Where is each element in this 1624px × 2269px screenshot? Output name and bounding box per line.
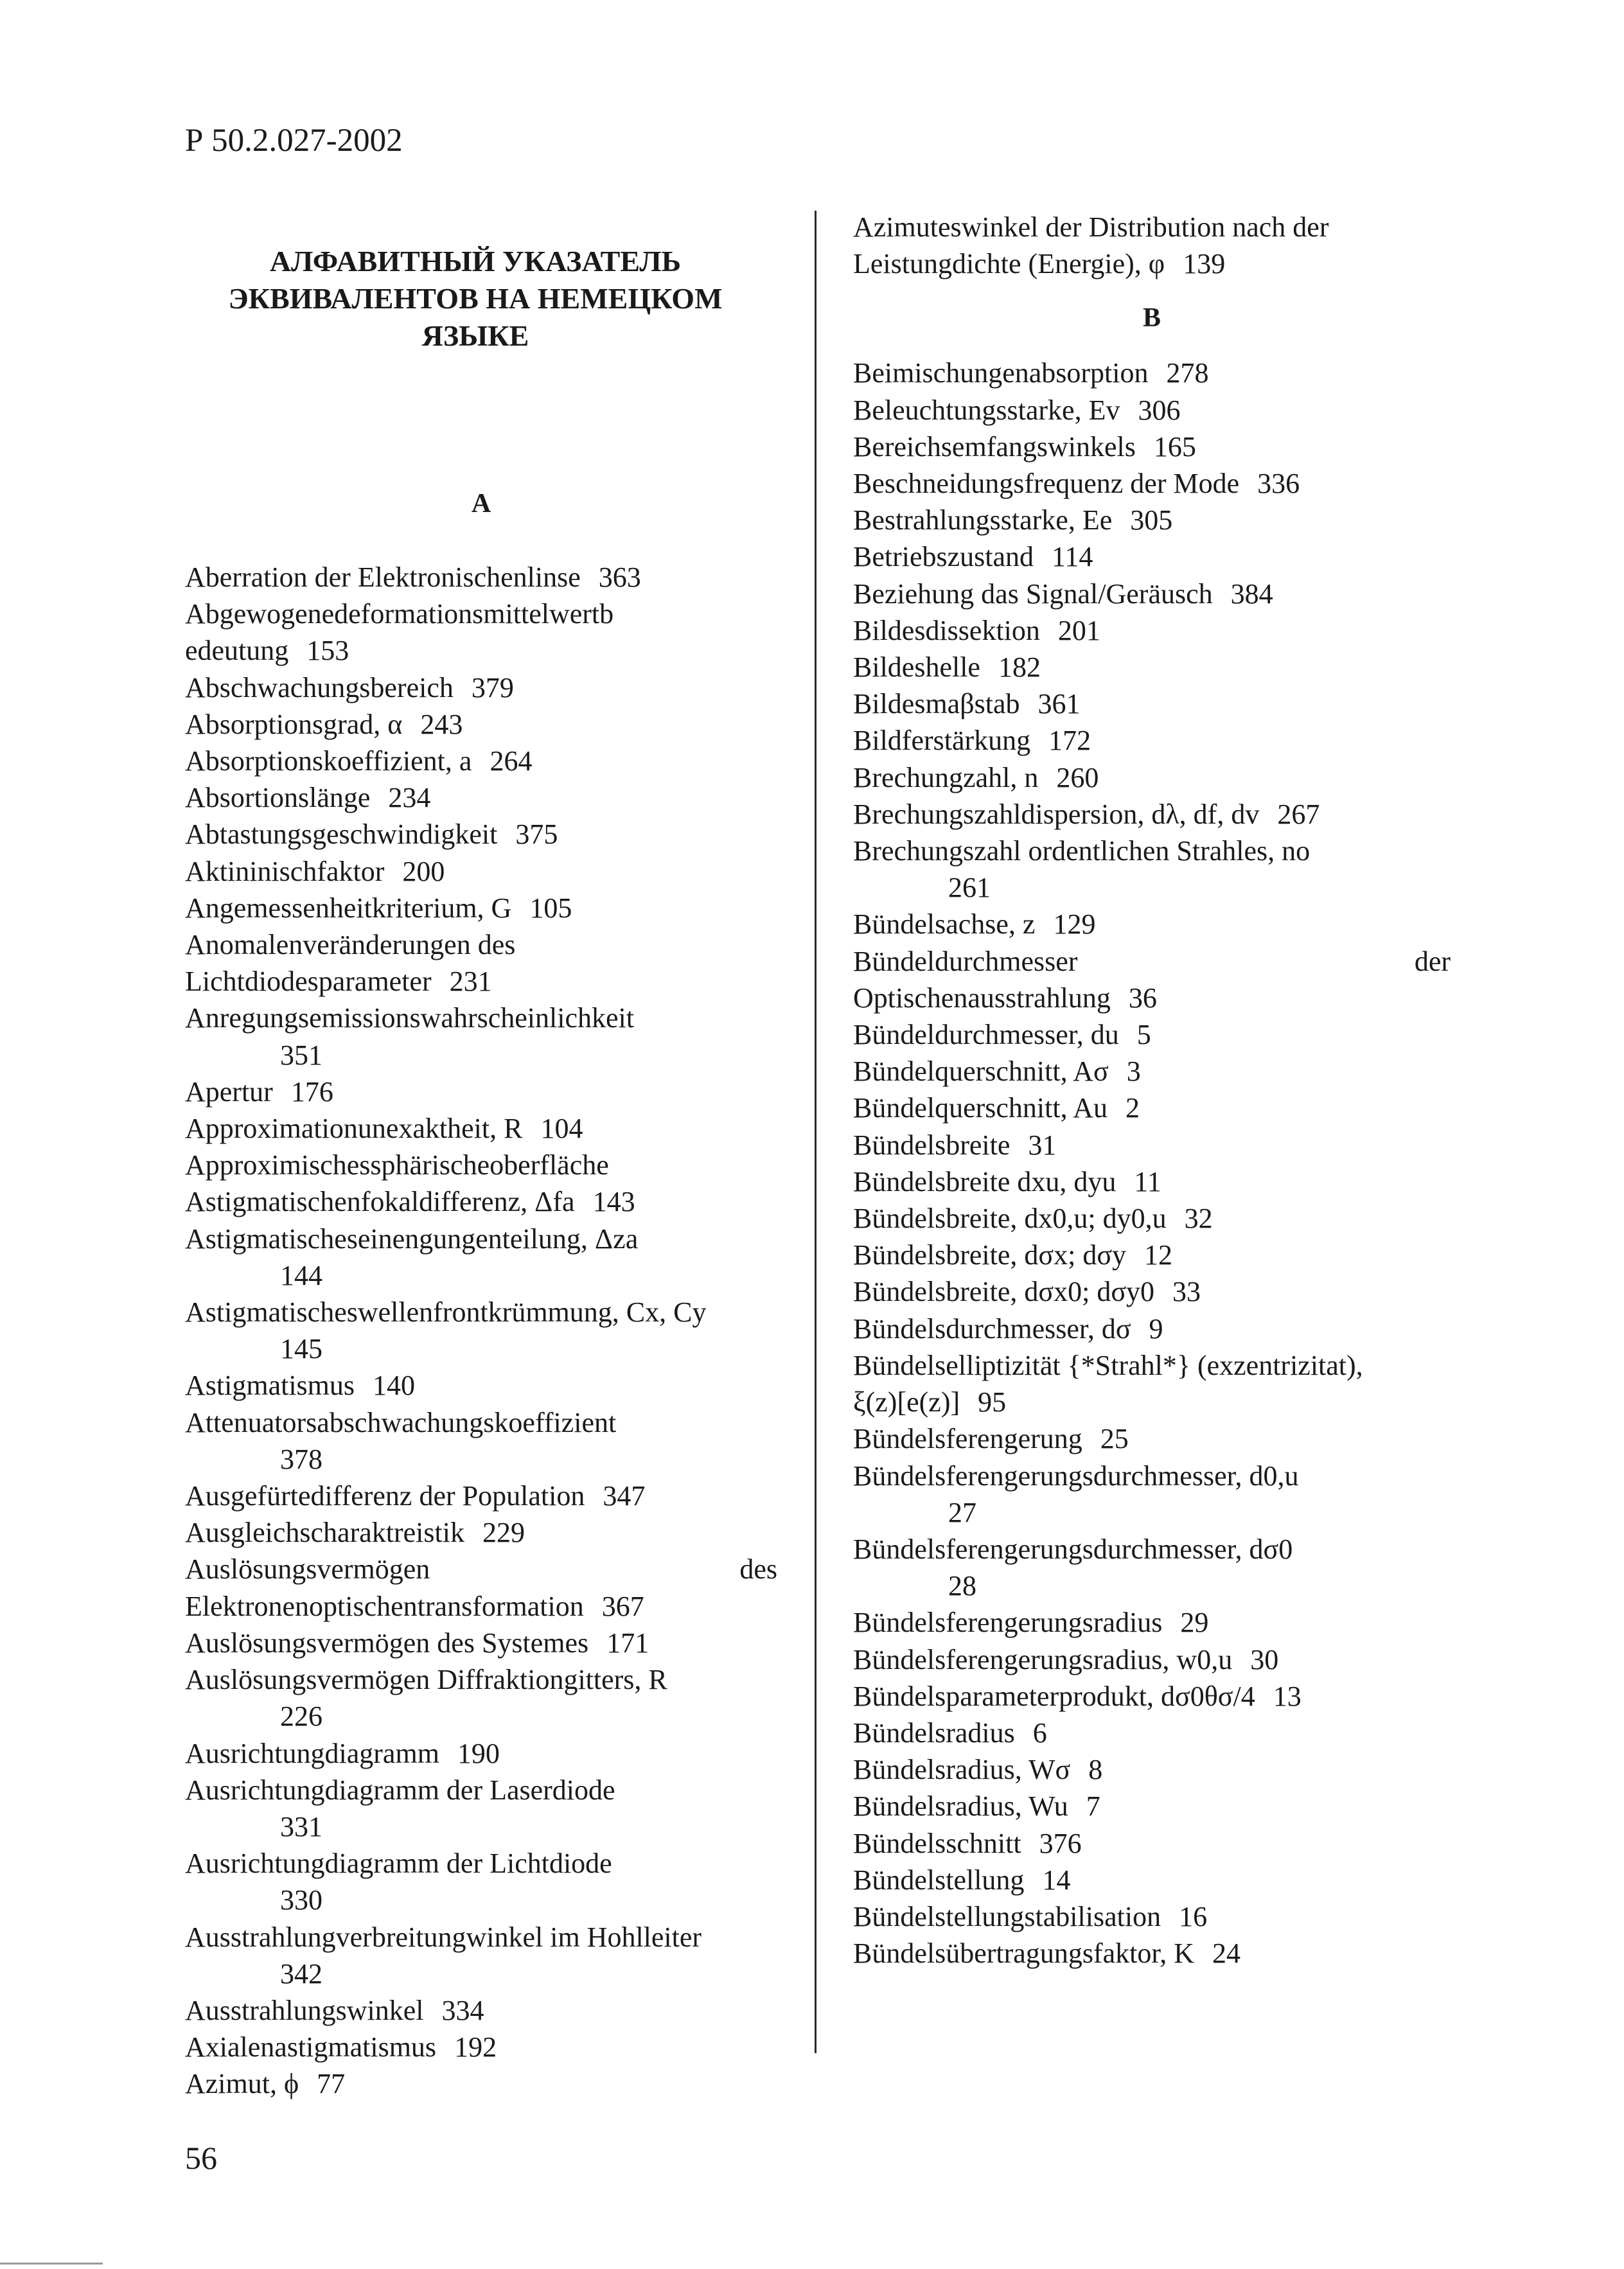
entry-term: Abgewogenedeformationsmittelwertb bbox=[185, 598, 614, 630]
index-title bbox=[193, 243, 758, 355]
entry-term: Absorptionsgrad, α bbox=[185, 708, 403, 740]
index-entry bbox=[185, 1404, 777, 1441]
entry-term: Azimuteswinkel der Distribution nach der bbox=[853, 211, 1329, 243]
entry-term: Auslösungsvermögen Diffraktiongitters, R bbox=[185, 1664, 667, 1696]
entry-term: Bildferstärkung bbox=[853, 725, 1031, 757]
entry-page-ref: 278 bbox=[1166, 357, 1209, 389]
entry-page-ref: 172 bbox=[1048, 725, 1091, 757]
entry-page-ref: 36 bbox=[1128, 982, 1157, 1014]
index-entry bbox=[185, 816, 777, 852]
entry-term: Bündelsferengerungsdurchmesser, dσ0 bbox=[853, 1533, 1293, 1565]
index-entry bbox=[853, 612, 1451, 649]
index-entry bbox=[853, 796, 1451, 833]
index-entry bbox=[185, 1551, 777, 1587]
entry-page-ref: 375 bbox=[515, 818, 558, 851]
entry-term: Ausrichtungdiagramm der Laserdiode bbox=[185, 1774, 615, 1806]
index-entry bbox=[853, 245, 1451, 282]
index-entry bbox=[853, 1604, 1451, 1641]
index-entry bbox=[185, 1588, 777, 1625]
entry-page-ref: 114 bbox=[1052, 541, 1093, 573]
entry-term: Bündelsbreite, dσx0; dσy0 bbox=[853, 1276, 1155, 1308]
entry-term-tail: der bbox=[1414, 945, 1451, 977]
entry-page-ref: 30 bbox=[1250, 1643, 1279, 1675]
entry-term: Bestrahlungsstarke, Ee bbox=[853, 504, 1113, 536]
entry-term: Beziehung das Signal/Geräusch bbox=[853, 578, 1213, 610]
entry-page-ref: 11 bbox=[1134, 1165, 1161, 1197]
index-entry bbox=[185, 890, 777, 926]
entry-page-ref: 32 bbox=[1184, 1203, 1213, 1235]
entry-page-ref: 16 bbox=[1179, 1900, 1208, 1932]
entry-page-ref: 165 bbox=[1153, 430, 1196, 463]
entry-term: Abschwachungsbereich bbox=[185, 671, 454, 703]
entry-term: Bündeldurchmesser bbox=[853, 945, 1078, 977]
entry-term: Elektronenoptischentransformation bbox=[185, 1590, 584, 1622]
entry-page-ref: 305 bbox=[1130, 504, 1173, 536]
entry-page-ref: 267 bbox=[1277, 798, 1320, 830]
entry-page-ref: 376 bbox=[1039, 1827, 1082, 1859]
entry-page-ref: 363 bbox=[598, 561, 641, 593]
section-gap bbox=[185, 522, 777, 559]
entry-term: Bündelsferengerungsdurchmesser, d0,u bbox=[853, 1460, 1299, 1492]
index-entry bbox=[853, 1678, 1451, 1715]
entry-page-ref: 192 bbox=[454, 2031, 497, 2063]
index-entry bbox=[853, 906, 1451, 942]
index-entry bbox=[185, 1772, 777, 1808]
index-entry bbox=[853, 1311, 1451, 1347]
index-list-b bbox=[853, 355, 1451, 1972]
entry-term: Bündelsferengerungsradius bbox=[853, 1607, 1163, 1639]
entry-page-ref: 105 bbox=[529, 892, 572, 924]
entry-page-ref: 6 bbox=[1032, 1717, 1047, 1749]
document-code: Р 50.2.027-2002 bbox=[185, 123, 403, 159]
entry-page-ref: 95 bbox=[978, 1386, 1007, 1418]
index-entry bbox=[853, 1567, 1451, 1604]
entry-term: Bündelsradius, Wσ bbox=[853, 1754, 1071, 1786]
entry-page-ref: 342 bbox=[280, 1957, 322, 1990]
index-entry bbox=[853, 428, 1451, 465]
entry-page-ref: 190 bbox=[457, 1737, 500, 1769]
entry-term: Ausrichtungdiagramm bbox=[185, 1737, 439, 1769]
entry-page-ref: 334 bbox=[441, 1994, 484, 2026]
footer-rule bbox=[0, 2263, 103, 2265]
entry-page-ref: 231 bbox=[449, 966, 492, 998]
index-entry bbox=[185, 2029, 777, 2065]
entry-term: Bündelstellungstabilisation bbox=[853, 1900, 1161, 1932]
index-entry bbox=[185, 1882, 777, 1918]
entry-page-ref: 104 bbox=[540, 1113, 583, 1145]
index-entry bbox=[853, 1273, 1451, 1310]
entry-term: Bündelstellung bbox=[853, 1864, 1025, 1896]
entry-term: Attenuatorsabschwachungskoeffizient bbox=[185, 1406, 617, 1438]
entry-term: Anregungsemissionswahrscheinlichkeit bbox=[185, 1002, 634, 1034]
entry-term: Astigmatischenfokaldifferenz, Δfa bbox=[185, 1186, 575, 1218]
index-entry bbox=[853, 1016, 1451, 1053]
index-entry bbox=[853, 1090, 1451, 1126]
index-entry bbox=[853, 1788, 1451, 1824]
right-column bbox=[853, 209, 1451, 1972]
entry-term: Beleuchtungsstarke, Ev bbox=[853, 394, 1120, 426]
index-entry bbox=[853, 1825, 1451, 1862]
entry-page-ref: 379 bbox=[471, 671, 514, 703]
index-entry bbox=[185, 1956, 777, 1992]
index-entry bbox=[185, 1514, 777, 1551]
index-entry bbox=[853, 649, 1451, 685]
entry-term: Bündelsradius, Wu bbox=[853, 1790, 1068, 1823]
entry-term: Auslösungsvermögen des Systemes bbox=[185, 1627, 589, 1659]
entry-page-ref: 153 bbox=[306, 635, 349, 667]
entry-page-ref: 9 bbox=[1149, 1312, 1163, 1345]
entry-term: Astigmatismus bbox=[185, 1370, 355, 1402]
index-entry bbox=[853, 538, 1451, 575]
entry-page-ref: 77 bbox=[317, 2068, 346, 2100]
entry-term: Ausgleichscharaktreistik bbox=[185, 1517, 464, 1549]
entry-term: Bündelsparameterprodukt, dσ0θσ/4 bbox=[853, 1680, 1255, 1712]
index-entry bbox=[185, 1845, 777, 1882]
index-entry bbox=[853, 1237, 1451, 1273]
entry-term: Bereichsemfangswinkels bbox=[853, 430, 1136, 463]
title-line: АЛФАВИТНЫЙ УКАЗАТЕЛЬ bbox=[269, 245, 682, 278]
index-entry bbox=[185, 1661, 777, 1698]
entry-page-ref: 351 bbox=[280, 1039, 322, 1071]
index-entry bbox=[185, 1294, 777, 1330]
entry-page-ref: 129 bbox=[1053, 908, 1096, 940]
index-entry bbox=[185, 1919, 777, 1956]
entry-term: Bündelsbreite dxu, dyu bbox=[853, 1165, 1116, 1197]
entry-page-ref: 29 bbox=[1180, 1607, 1209, 1639]
entry-term: Leistungdichte (Energie), φ bbox=[853, 248, 1165, 280]
entry-page-ref: 234 bbox=[388, 782, 431, 814]
index-entry bbox=[185, 743, 777, 779]
index-entry bbox=[853, 465, 1451, 502]
entry-term: Astigmatischeseinengungenteilung, Δza bbox=[185, 1223, 639, 1255]
entry-page-ref: 27 bbox=[948, 1496, 976, 1528]
entry-term: Auslösungsvermögen bbox=[185, 1553, 430, 1585]
entry-term: Aktininischfaktor bbox=[185, 855, 385, 887]
entry-term: Bündelsübertragungsfaktor, K bbox=[853, 1938, 1195, 1970]
entry-term: Ausgefürtedifferenz der Population bbox=[185, 1480, 585, 1512]
index-entry bbox=[853, 502, 1451, 538]
entry-term: Bündelsferengerungsradius, w0,u bbox=[853, 1643, 1233, 1675]
entry-term: edeutung bbox=[185, 635, 289, 667]
entry-page-ref: 24 bbox=[1212, 1938, 1241, 1970]
entry-page-ref: 367 bbox=[601, 1590, 644, 1622]
entry-page-ref: 182 bbox=[998, 651, 1041, 684]
entry-term: Brechungzahl, n bbox=[853, 761, 1039, 793]
entry-page-ref: 378 bbox=[280, 1443, 322, 1475]
entry-term: Bildesdissektion bbox=[853, 614, 1040, 646]
index-entry bbox=[185, 779, 777, 816]
index-list-a-continued bbox=[853, 209, 1451, 282]
entry-term: Approximischessphärischeoberfläche bbox=[185, 1149, 609, 1181]
entry-page-ref: 28 bbox=[948, 1570, 976, 1602]
entry-page-ref: 201 bbox=[1057, 614, 1100, 646]
index-entry bbox=[853, 1458, 1451, 1494]
entry-term: Lichtdiodesparameter bbox=[185, 966, 432, 998]
index-entry bbox=[185, 559, 777, 596]
index-entry bbox=[853, 1053, 1451, 1090]
entry-page-ref: 3 bbox=[1126, 1055, 1141, 1088]
entry-page-ref: 176 bbox=[290, 1075, 333, 1108]
index-entry bbox=[853, 576, 1451, 612]
index-entry bbox=[185, 596, 777, 632]
entry-page-ref: 330 bbox=[280, 1884, 322, 1916]
entry-term: Ausstrahlungverbreitungwinkel im Hohlleiter bbox=[185, 1921, 702, 1953]
entry-page-ref: 143 bbox=[592, 1186, 635, 1218]
entry-page-ref: 145 bbox=[280, 1333, 322, 1365]
index-entry bbox=[853, 685, 1451, 722]
entry-term: Bündelsachse, z bbox=[853, 908, 1036, 940]
entry-page-ref: 361 bbox=[1037, 688, 1081, 720]
entry-term: Bildesmaβstab bbox=[853, 688, 1020, 720]
entry-page-ref: 384 bbox=[1230, 578, 1273, 610]
entry-page-ref: 7 bbox=[1086, 1790, 1100, 1823]
index-entry bbox=[185, 1330, 777, 1367]
entry-term: Astigmatischeswellenfrontkrümmung, Cx, Cy bbox=[185, 1296, 707, 1329]
section-letter-a: A bbox=[471, 489, 491, 518]
entry-term: Angemessenheitkriterium, G bbox=[185, 892, 512, 924]
entry-page-ref: 25 bbox=[1100, 1423, 1129, 1455]
index-entry bbox=[853, 869, 1451, 906]
entry-term: Optischenausstrahlung bbox=[853, 982, 1111, 1014]
index-entry bbox=[185, 1073, 777, 1110]
index-entry bbox=[853, 392, 1451, 428]
index-entry bbox=[185, 1808, 777, 1845]
index-entry bbox=[853, 355, 1451, 391]
entry-page-ref: 140 bbox=[373, 1370, 416, 1402]
entry-term: ξ(z)[e(z)] bbox=[853, 1386, 960, 1418]
entry-term: Bildeshelle bbox=[853, 651, 980, 684]
entry-page-ref: 347 bbox=[603, 1480, 646, 1512]
index-entry bbox=[185, 1478, 777, 1514]
entry-page-ref: 33 bbox=[1172, 1276, 1201, 1308]
entry-term: Absorptionskoeffizient, a bbox=[185, 745, 472, 777]
index-entry bbox=[185, 963, 777, 1000]
entry-page-ref: 243 bbox=[420, 708, 463, 740]
entry-page-ref: 200 bbox=[402, 855, 445, 887]
entry-page-ref: 264 bbox=[490, 745, 533, 777]
entry-term: Abtastungsgeschwindigkeit bbox=[185, 818, 498, 851]
entry-term: Azimut, ϕ bbox=[185, 2068, 299, 2100]
entry-term: Aberration der Elektronischenlinse bbox=[185, 561, 581, 593]
index-entry bbox=[185, 1183, 777, 1220]
index-entry bbox=[185, 1992, 777, 2029]
entry-term: Brechungszahldispersion, dλ, df, dv bbox=[853, 798, 1260, 830]
entry-page-ref: 5 bbox=[1136, 1019, 1151, 1051]
index-entry bbox=[185, 853, 777, 890]
index-entry bbox=[853, 943, 1451, 980]
entry-term: Bündelselliptizität {*Strahl*} (exzentrizitat), bbox=[853, 1349, 1363, 1381]
entry-term: Apertur bbox=[185, 1075, 273, 1108]
entry-term: Beschneidungsfrequenz der Mode bbox=[853, 468, 1240, 500]
entry-term: Bündelsschnitt bbox=[853, 1827, 1021, 1859]
index-entry bbox=[185, 1698, 777, 1735]
index-entry bbox=[853, 1862, 1451, 1898]
entry-term: Ausstrahlungswinkel bbox=[185, 1994, 424, 2026]
entry-page-ref: 260 bbox=[1056, 761, 1099, 793]
column-divider bbox=[815, 211, 816, 2053]
entry-term: Bündelquerschnitt, Aσ bbox=[853, 1055, 1109, 1088]
entry-term: Bündelsferengerung bbox=[853, 1423, 1082, 1455]
entry-term: Bündelsbreite, dσx; dσy bbox=[853, 1239, 1127, 1271]
entry-page-ref: 229 bbox=[482, 1517, 525, 1549]
index-entry bbox=[853, 1494, 1451, 1531]
index-entry bbox=[853, 1531, 1451, 1567]
index-entry bbox=[853, 1420, 1451, 1457]
entry-term: Bündeldurchmesser, du bbox=[853, 1019, 1119, 1051]
index-entry bbox=[185, 1257, 777, 1294]
index-entry bbox=[185, 1367, 777, 1404]
entry-page-ref: 12 bbox=[1144, 1239, 1173, 1271]
title-line: ЭКВИВАЛЕНТОВ НА НЕМЕЦКОМ bbox=[228, 282, 723, 315]
entry-term: Bündelsbreite bbox=[853, 1129, 1011, 1161]
index-entry bbox=[853, 209, 1451, 245]
entry-term: Bündelsbreite, dx0,u; dy0,u bbox=[853, 1203, 1167, 1235]
entry-term: Ausrichtungdiagramm der Lichtdiode bbox=[185, 1848, 612, 1880]
index-list-a bbox=[185, 559, 777, 2103]
index-entry bbox=[185, 1625, 777, 1661]
entry-page-ref: 31 bbox=[1028, 1129, 1057, 1161]
index-entry bbox=[853, 833, 1451, 869]
index-entry bbox=[185, 1037, 777, 1073]
index-entry bbox=[185, 632, 777, 669]
index-entry bbox=[853, 1898, 1451, 1935]
entry-page-ref: 144 bbox=[280, 1259, 322, 1291]
entry-term: Bündelquerschnitt, Au bbox=[853, 1092, 1108, 1124]
section-letter-b: B bbox=[1142, 303, 1161, 333]
index-entry bbox=[853, 1935, 1451, 1972]
index-entry bbox=[853, 722, 1451, 759]
index-entry bbox=[853, 1200, 1451, 1237]
index-entry bbox=[185, 1221, 777, 1257]
entry-page-ref: 14 bbox=[1042, 1864, 1071, 1896]
entry-term: Bündelsradius bbox=[853, 1717, 1015, 1749]
left-column bbox=[185, 486, 777, 2103]
entry-term: Absortionslänge bbox=[185, 782, 371, 814]
index-entry bbox=[185, 1110, 777, 1147]
entry-page-ref: 336 bbox=[1257, 468, 1300, 500]
entry-term: Approximationunexaktheit, R bbox=[185, 1113, 523, 1145]
entry-term-tail: des bbox=[739, 1553, 777, 1585]
entry-page-ref: 171 bbox=[606, 1627, 649, 1659]
entry-term: Axialenastigmatismus bbox=[185, 2031, 437, 2063]
entry-page-ref: 8 bbox=[1088, 1754, 1103, 1786]
entry-page-ref: 13 bbox=[1273, 1680, 1302, 1712]
index-entry bbox=[185, 1147, 777, 1183]
index-entry bbox=[853, 1347, 1451, 1384]
index-entry bbox=[185, 2065, 777, 2102]
entry-page-ref: 2 bbox=[1125, 1092, 1140, 1124]
entry-term: Betriebszustand bbox=[853, 541, 1034, 573]
index-entry bbox=[853, 1127, 1451, 1163]
title-line: ЯЗЫКЕ bbox=[421, 319, 529, 352]
index-entry bbox=[853, 1163, 1451, 1200]
index-entry bbox=[185, 1441, 777, 1478]
index-entry bbox=[853, 759, 1451, 796]
index-entry bbox=[853, 1641, 1451, 1678]
entry-page-ref: 331 bbox=[280, 1810, 322, 1842]
index-entry bbox=[853, 1384, 1451, 1420]
index-entry bbox=[185, 1735, 777, 1772]
index-entry bbox=[853, 980, 1451, 1016]
entry-page-ref: 306 bbox=[1138, 394, 1181, 426]
entry-term: Beimischungenabsorption bbox=[853, 357, 1149, 389]
page-number: 56 bbox=[185, 2140, 217, 2176]
entry-page-ref: 226 bbox=[280, 1700, 322, 1733]
index-entry bbox=[185, 706, 777, 743]
index-entry bbox=[185, 669, 777, 706]
entry-page-ref: 261 bbox=[948, 872, 991, 904]
index-entry bbox=[853, 1715, 1451, 1751]
index-entry bbox=[185, 1000, 777, 1036]
entry-page-ref: 139 bbox=[1183, 248, 1226, 280]
entry-term: Bündelsdurchmesser, dσ bbox=[853, 1312, 1131, 1345]
entry-term: Brechungszahl ordentlichen Strahles, no bbox=[853, 835, 1311, 867]
entry-term: Anomalenveränderungen des bbox=[185, 929, 516, 961]
index-entry bbox=[185, 926, 777, 963]
index-entry bbox=[853, 1751, 1451, 1788]
